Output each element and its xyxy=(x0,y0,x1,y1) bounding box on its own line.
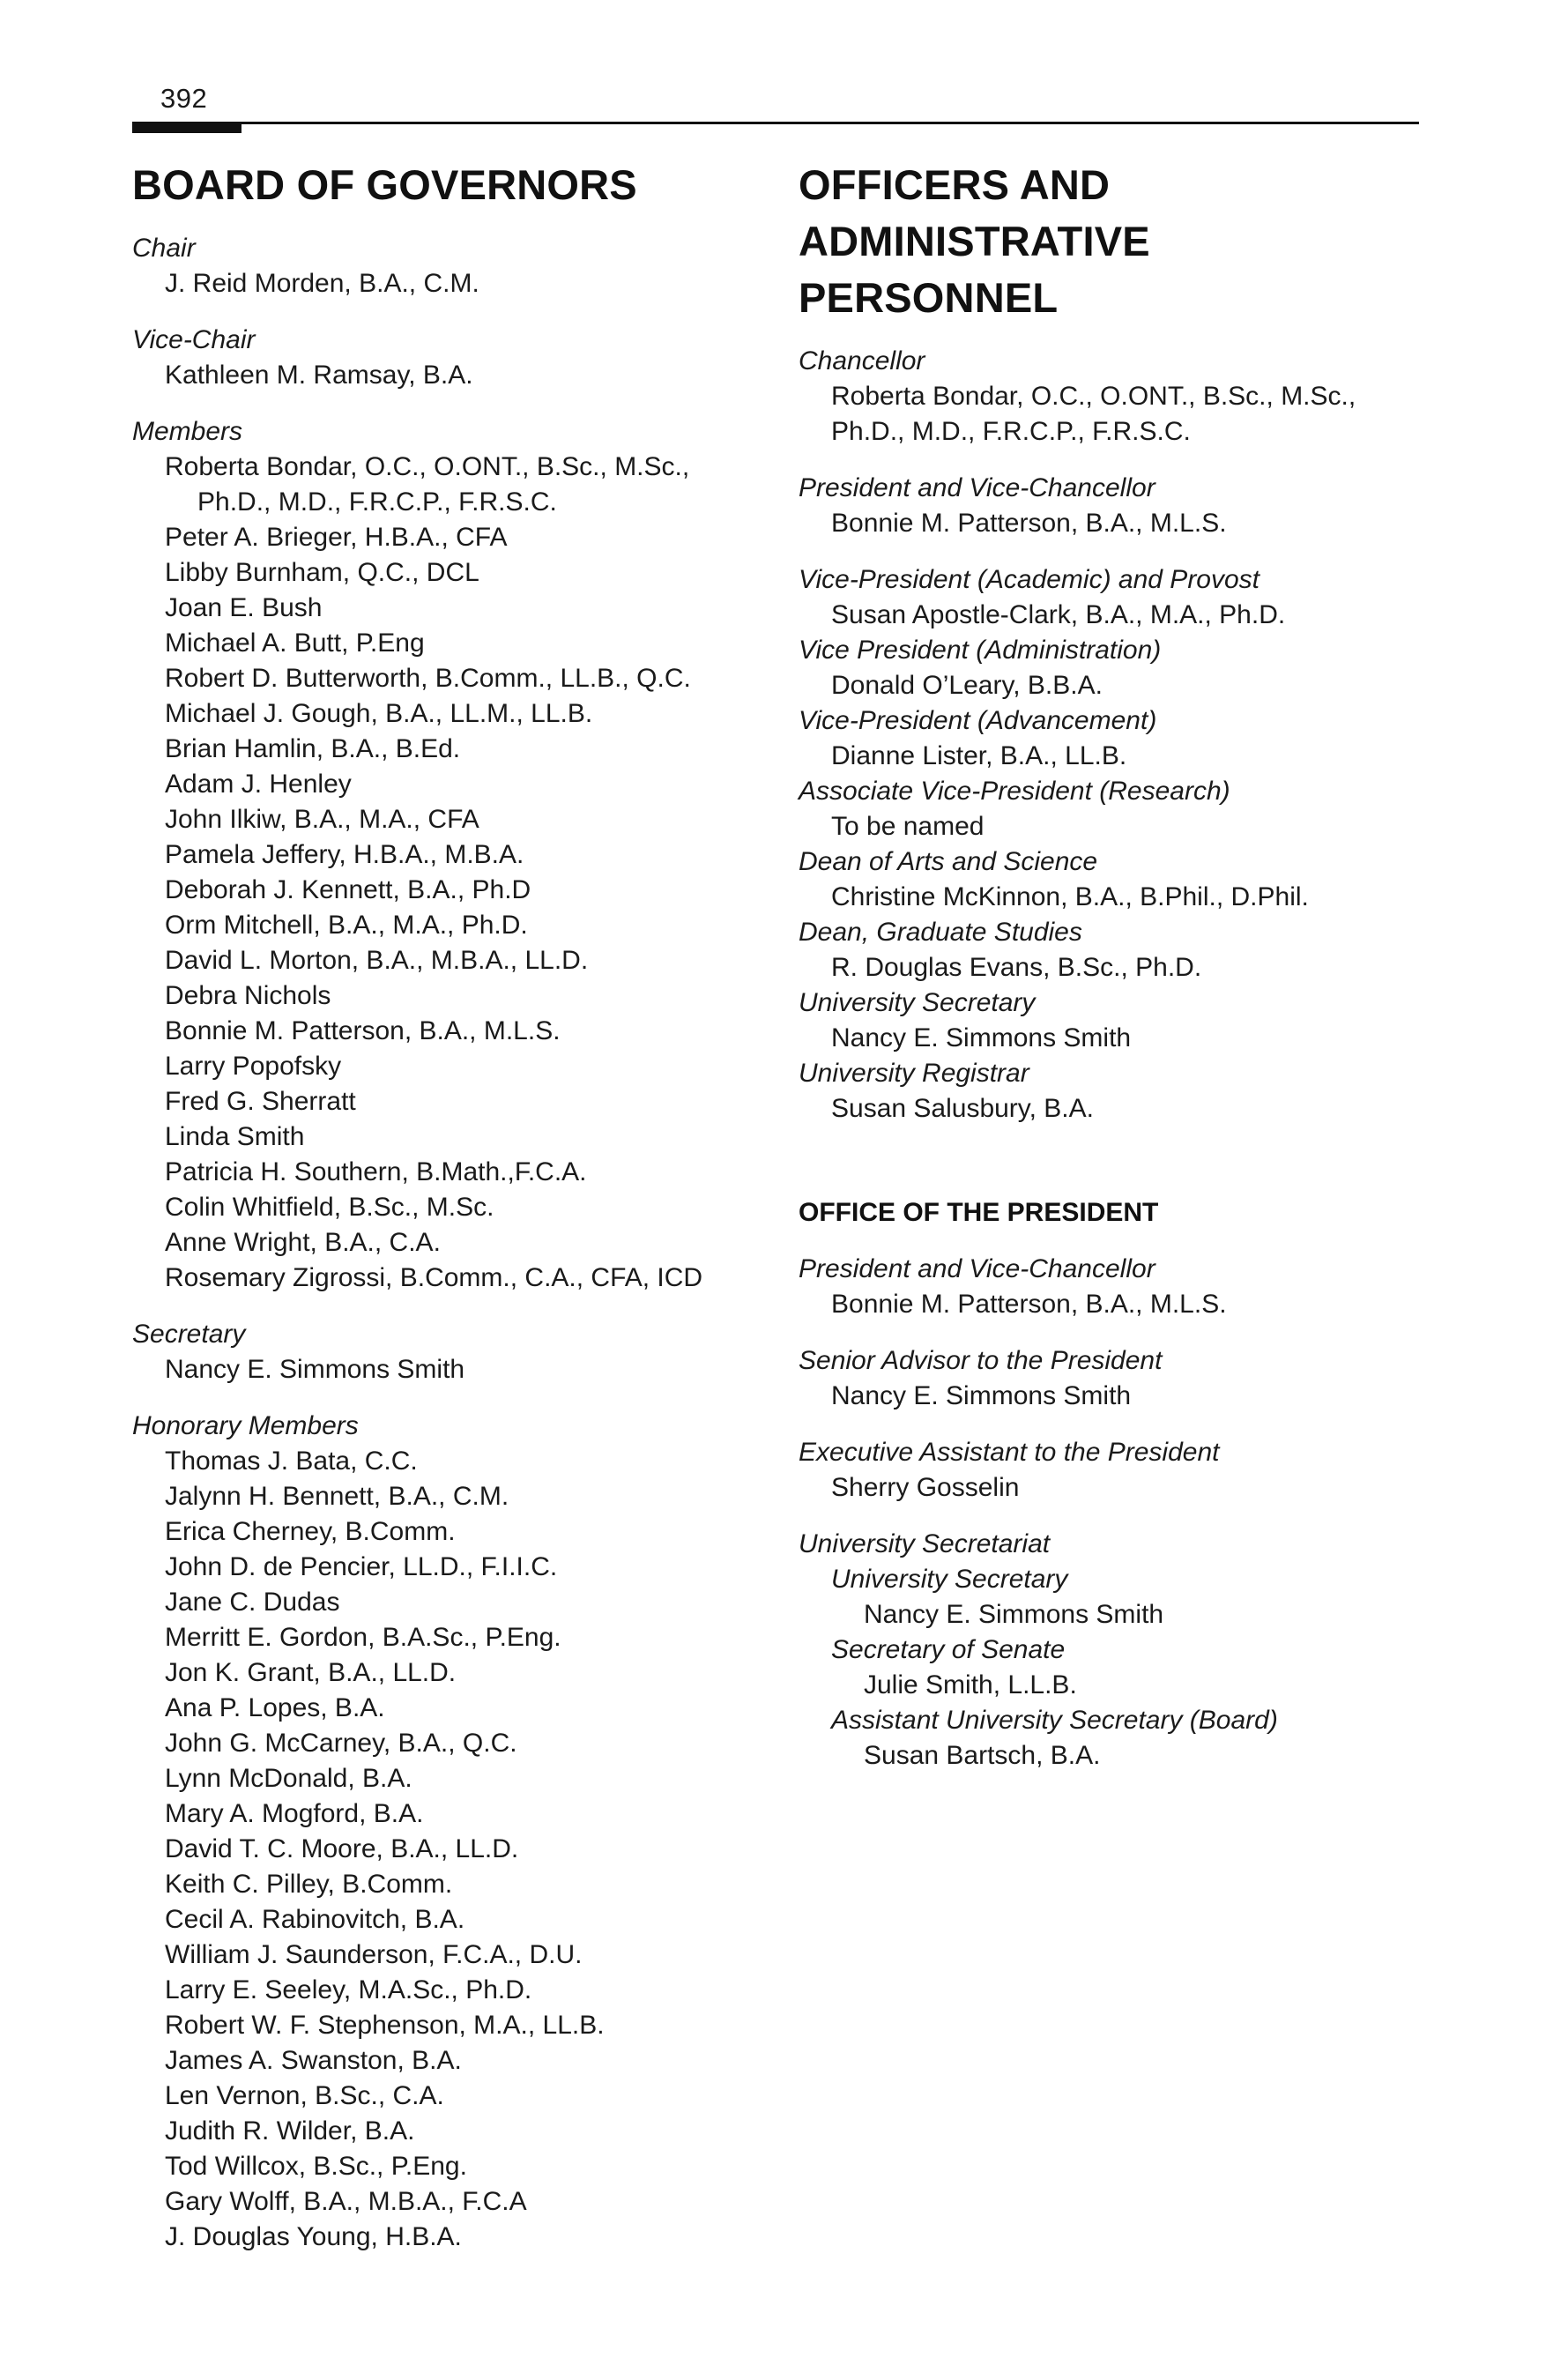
member-name: Roberta Bondar, O.C., O.ONT., B.Sc., M.Sc., xyxy=(165,452,690,481)
president-name: Bonnie M. Patterson, B.A., M.L.S. xyxy=(831,509,1227,538)
member-name: David L. Morton, B.A., M.B.A., LL.D. xyxy=(165,946,589,975)
member-name: Michael J. Gough, B.A., LL.M., LL.B. xyxy=(165,699,593,728)
member-name: Peter A. Brieger, H.B.A., CFA xyxy=(165,523,508,552)
officer-role: University Secretary xyxy=(799,988,1036,1017)
secretariat-item-role: Secretary of Senate xyxy=(831,1635,1066,1664)
member-name: Orm Mitchell, B.A., M.A., Ph.D. xyxy=(165,911,528,940)
honorary-member-name: Keith C. Pilley, B.Comm. xyxy=(165,1870,453,1899)
honorary-members-list xyxy=(132,1444,767,2255)
officers-title-line1: OFFICERS AND xyxy=(799,161,1111,208)
honorary-member-name: William J. Saunderson, F.C.A., D.U. xyxy=(165,1940,583,1969)
secretary-name: Nancy E. Simmons Smith xyxy=(165,1355,465,1384)
honorary-member-name: Larry E. Seeley, M.A.Sc., Ph.D. xyxy=(165,1975,532,2004)
member-name: Robert D. Butterworth, B.Comm., LL.B., Q.C. xyxy=(165,664,691,693)
secretariat-item-name: Nancy E. Simmons Smith xyxy=(864,1600,1164,1629)
exec-assistant-name: Sherry Gosselin xyxy=(831,1473,1020,1502)
officer-name: Susan Salusbury, B.A. xyxy=(831,1094,1094,1123)
vice-chair-role: Vice-Chair xyxy=(132,325,256,354)
officer-name: R. Douglas Evans, B.Sc., Ph.D. xyxy=(831,953,1202,982)
member-name: Linda Smith xyxy=(165,1122,305,1151)
honorary-member-name: Judith R. Wilder, B.A. xyxy=(165,2116,415,2146)
honorary-member-name: Jane C. Dudas xyxy=(165,1588,340,1617)
secretary-role: Secretary xyxy=(132,1320,246,1349)
honorary-member-name: Jon K. Grant, B.A., LL.D. xyxy=(165,1658,457,1687)
honorary-member-name: Tod Willcox, B.Sc., P.Eng. xyxy=(165,2152,467,2181)
officer-name: Donald O’Leary, B.B.A. xyxy=(831,671,1103,700)
honorary-member-name: Cecil A. Rabinovitch, B.A. xyxy=(165,1905,465,1934)
oop-president-group xyxy=(799,1252,1419,1322)
chair-role: Chair xyxy=(132,234,196,263)
member-name: Pamela Jeffery, H.B.A., M.B.A. xyxy=(165,840,524,869)
member-name: Anne Wright, B.A., C.A. xyxy=(165,1228,441,1257)
oop-president-role: President and Vice-Chancellor xyxy=(799,1254,1155,1283)
chancellor-name-continued: Ph.D., M.D., F.R.C.P., F.R.S.C. xyxy=(831,417,1191,446)
chair-name: J. Reid Morden, B.A., C.M. xyxy=(165,269,479,298)
honorary-member-name: J. Douglas Young, H.B.A. xyxy=(165,2222,462,2251)
members-role: Members xyxy=(132,417,243,446)
officers-list xyxy=(799,562,1419,1127)
member-name-continued: Ph.D., M.D., F.R.C.P., F.R.S.C. xyxy=(197,487,557,517)
honorary-member-name: Lynn McDonald, B.A. xyxy=(165,1764,412,1793)
member-name: Michael A. Butt, P.Eng xyxy=(165,628,425,658)
member-name: Joan E. Bush xyxy=(165,593,323,622)
officers-title-line2: ADMINISTRATIVE PERSONNEL xyxy=(799,218,1150,321)
chancellor-name: Roberta Bondar, O.C., O.ONT., B.Sc., M.Sc., xyxy=(831,382,1356,411)
member-name: Deborah J. Kennett, B.A., Ph.D xyxy=(165,875,531,904)
officer-name: Christine McKinnon, B.A., B.Phil., D.Phil. xyxy=(831,882,1309,911)
exec-assistant-group xyxy=(799,1435,1419,1506)
president-role: President and Vice-Chancellor xyxy=(799,473,1155,502)
secretariat-item-name: Susan Bartsch, B.A. xyxy=(864,1741,1101,1770)
secretariat-role: University Secretariat xyxy=(799,1529,1051,1558)
senior-advisor-name: Nancy E. Simmons Smith xyxy=(831,1381,1132,1410)
president-group xyxy=(799,471,1419,541)
board-of-governors-column xyxy=(132,157,767,2255)
office-of-president-title: OFFICE OF THE PRESIDENT xyxy=(799,1198,1159,1227)
members-group xyxy=(132,414,767,1296)
member-name: Libby Burnham, Q.C., DCL xyxy=(165,558,479,587)
member-name: Larry Popofsky xyxy=(165,1052,342,1081)
honorary-member-name: James A. Swanston, B.A. xyxy=(165,2046,462,2075)
secretariat-item-role: University Secretary xyxy=(831,1565,1068,1594)
member-name: Bonnie M. Patterson, B.A., M.L.S. xyxy=(165,1016,561,1045)
honorary-member-name: Erica Cherney, B.Comm. xyxy=(165,1517,456,1546)
member-name: Fred G. Sherratt xyxy=(165,1087,356,1116)
oop-president-name: Bonnie M. Patterson, B.A., M.L.S. xyxy=(831,1290,1227,1319)
honorary-member-name: Merritt E. Gordon, B.A.Sc., P.Eng. xyxy=(165,1623,561,1652)
officer-name: Susan Apostle-Clark, B.A., M.A., Ph.D. xyxy=(831,600,1286,629)
officer-role: University Registrar xyxy=(799,1059,1029,1088)
officer-name: Dianne Lister, B.A., LL.B. xyxy=(831,741,1127,770)
officer-role: Dean, Graduate Studies xyxy=(799,918,1082,947)
member-name: Adam J. Henley xyxy=(165,770,352,799)
exec-assistant-role: Executive Assistant to the President xyxy=(799,1438,1220,1467)
officer-role: Vice-President (Advancement) xyxy=(799,706,1157,735)
honorary-member-name: John G. McCarney, B.A., Q.C. xyxy=(165,1729,517,1758)
honorary-member-name: Gary Wolff, B.A., M.B.A., F.C.A xyxy=(165,2187,527,2216)
secretary-group xyxy=(132,1317,767,1387)
honorary-member-name: Robert W. F. Stephenson, M.A., LL.B. xyxy=(165,2011,605,2040)
honorary-member-name: David T. C. Moore, B.A., LL.D. xyxy=(165,1834,519,1863)
officer-role: Vice-President (Academic) and Provost xyxy=(799,565,1260,594)
chancellor-group xyxy=(799,344,1419,450)
secretariat-group xyxy=(799,1527,1419,1774)
secretariat-item-name: Julie Smith, L.L.B. xyxy=(864,1670,1077,1699)
members-list xyxy=(132,520,767,1296)
honorary-member-name: Thomas J. Bata, C.C. xyxy=(165,1447,418,1476)
senior-advisor-group xyxy=(799,1343,1419,1414)
header-rule-tab xyxy=(132,122,241,133)
honorary-member-name: Len Vernon, B.Sc., C.A. xyxy=(165,2081,444,2110)
officer-role: Associate Vice-President (Research) xyxy=(799,777,1230,806)
member-name: John Ilkiw, B.A., M.A., CFA xyxy=(165,805,479,834)
vice-chair-name: Kathleen M. Ramsay, B.A. xyxy=(165,361,473,390)
office-of-president-section xyxy=(799,1195,1419,1774)
board-of-governors-title: BOARD OF GOVERNORS xyxy=(132,161,637,208)
officers-column xyxy=(799,157,1419,1774)
member-name: Rosemary Zigrossi, B.Comm., C.A., CFA, ICD xyxy=(165,1263,703,1292)
member-name: Patricia H. Southern, B.Math.,F.C.A. xyxy=(165,1157,587,1186)
senior-advisor-role: Senior Advisor to the President xyxy=(799,1346,1163,1375)
officer-role: Vice President (Administration) xyxy=(799,636,1162,665)
honorary-members-group xyxy=(132,1409,767,2255)
member-name: Colin Whitfield, B.Sc., M.Sc. xyxy=(165,1193,494,1222)
chancellor-role: Chancellor xyxy=(799,346,925,376)
secretariat-list xyxy=(799,1562,1419,1774)
honorary-member-name: Ana P. Lopes, B.A. xyxy=(165,1693,385,1722)
member-name: Brian Hamlin, B.A., B.Ed. xyxy=(165,734,461,763)
honorary-member-name: Mary A. Mogford, B.A. xyxy=(165,1799,424,1828)
honorary-member-name: Jalynn H. Bennett, B.A., C.M. xyxy=(165,1482,509,1511)
page-number: 392 xyxy=(160,83,208,114)
officer-name: Nancy E. Simmons Smith xyxy=(831,1023,1132,1052)
header-rule xyxy=(132,122,1419,124)
member-name: Debra Nichols xyxy=(165,981,331,1010)
honorary-members-role: Honorary Members xyxy=(132,1411,359,1440)
secretariat-item-role: Assistant University Secretary (Board) xyxy=(831,1706,1278,1735)
officer-role: Dean of Arts and Science xyxy=(799,847,1098,876)
honorary-member-name: John D. de Pencier, LL.D., F.I.I.C. xyxy=(165,1552,558,1581)
chair-group xyxy=(132,231,767,301)
vice-chair-group xyxy=(132,323,767,393)
officer-name: To be named xyxy=(831,812,985,841)
